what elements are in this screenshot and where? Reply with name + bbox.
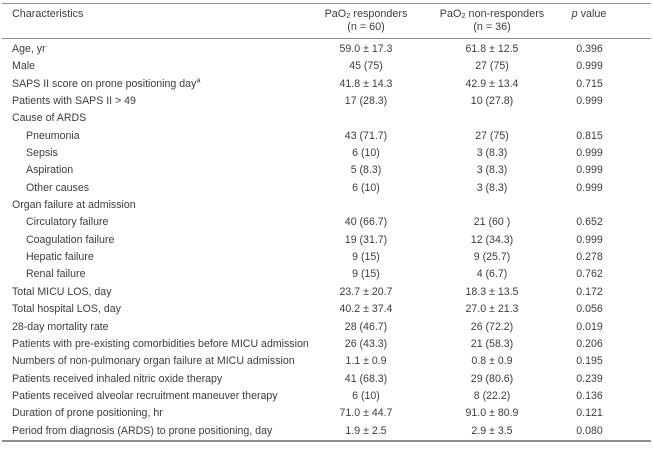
responders-label-base: PaO	[324, 8, 347, 20]
p-value: 0.815	[576, 129, 603, 142]
responders-label-subscript: 2	[346, 11, 351, 20]
responders-value: 9 (15)	[352, 251, 380, 264]
p-value: 0.206	[576, 337, 603, 350]
footnote-marker: a	[196, 75, 201, 85]
responders-value: 9 (15)	[352, 268, 380, 281]
col-header-non-responders	[427, 4, 557, 39]
responders-value: 40.2 ± 37.4	[339, 303, 393, 316]
p-value: 0.396	[576, 43, 603, 55]
p-value: 0.999	[576, 164, 603, 177]
non-responders-value: 27 (75)	[475, 60, 509, 73]
row-label: Patients with SAPS II > 49	[12, 95, 136, 108]
non-responders-value: 42.9 ± 13.4	[465, 77, 519, 90]
non-responders-value: 3 (8.3)	[476, 164, 508, 177]
table-row	[2, 214, 651, 231]
table-row	[2, 249, 651, 266]
row-label: Organ failure at admission	[12, 199, 136, 212]
responders-value	[305, 197, 427, 214]
p-value: 0.239	[576, 372, 603, 385]
responders-value: 1.9 ± 2.5	[345, 424, 387, 437]
non-responders-label-base: PaO	[439, 8, 462, 20]
p-value-italic-p: p	[571, 8, 578, 20]
table-row	[2, 128, 651, 145]
p-value: 0.056	[576, 303, 603, 316]
p-value: 0.121	[576, 407, 603, 420]
header-row	[2, 4, 651, 39]
characteristics-table	[2, 3, 651, 442]
row-label: Patients received alveolar recruitment maneuver therapy	[12, 389, 278, 402]
row-label: Pneumonia	[26, 129, 80, 142]
responders-value: 19 (31.7)	[344, 233, 388, 246]
p-value: 0.278	[576, 251, 603, 264]
p-value: 0.999	[576, 60, 603, 73]
non-responders-value: 21 (60 )	[473, 216, 511, 229]
responders-value	[305, 110, 427, 127]
table-row	[2, 162, 651, 179]
responders-value: 23.7 ± 20.7	[339, 285, 393, 298]
row-label: Numbers of non-pulmonary organ failure at MICU admission	[12, 355, 295, 368]
col-header-p-value	[557, 4, 651, 39]
non-responders-value: 29 (80.6)	[470, 372, 514, 385]
responders-value: 59.0 ± 17.3	[339, 43, 393, 55]
p-value: 0.080	[576, 424, 603, 437]
responders-value: 43 (71.7)	[344, 129, 388, 142]
table-row	[2, 180, 651, 197]
table-row	[2, 76, 651, 93]
row-label: Hepatic failure	[26, 251, 94, 264]
table-row	[2, 371, 651, 388]
non-responders-n-count: (n = 36)	[473, 21, 511, 33]
p-value: 0.999	[576, 233, 603, 246]
row-label: Total MICU LOS, day	[12, 285, 112, 298]
row-label: 28-day mortality rate	[12, 320, 109, 333]
non-responders-value	[427, 110, 557, 127]
row-label: Duration of prone positioning, hr	[12, 407, 163, 420]
p-value	[557, 197, 651, 214]
responders-value: 28 (46.7)	[344, 320, 388, 333]
table-row	[2, 39, 651, 59]
table-row	[2, 284, 651, 301]
table-row	[2, 266, 651, 283]
row-label: SAPS II score on prone positioning day$^a$	[12, 75, 201, 90]
responders-value: 6 (10)	[352, 181, 380, 194]
table-row	[2, 301, 651, 318]
non-responders-value: 10 (27.8)	[470, 95, 514, 108]
row-label: Male	[12, 60, 35, 73]
non-responders-value: 0.8 ± 0.9	[471, 355, 513, 368]
col-header-characteristics: Characteristics	[2, 4, 305, 39]
table-row	[2, 336, 651, 353]
row-label: Total hospital LOS, day	[12, 303, 121, 316]
p-value: 0.999	[576, 147, 603, 160]
p-value-label-rest: value	[577, 8, 607, 20]
table-row	[2, 405, 651, 422]
non-responders-value: 61.8 ± 12.5	[465, 43, 519, 55]
row-label: Renal failure	[26, 268, 86, 281]
table-row	[2, 319, 651, 336]
table-row	[2, 423, 651, 441]
p-value: 0.999	[576, 181, 603, 194]
non-responders-value: 4 (6.7)	[476, 268, 508, 281]
p-value	[557, 110, 651, 127]
non-responders-value: 18.3 ± 13.5	[465, 285, 519, 298]
non-responders-value	[427, 197, 557, 214]
p-value: 0.762	[576, 268, 603, 281]
non-responders-label-subscript: 2	[461, 11, 466, 20]
p-value: 0.715	[576, 77, 603, 90]
non-responders-value: 8 (22.2)	[473, 389, 511, 402]
p-value: 0.019	[576, 320, 603, 333]
table-row	[2, 388, 651, 405]
responders-value: 1.1 ± 0.9	[345, 355, 387, 368]
table-row	[2, 232, 651, 249]
responders-value: 40 (66.7)	[344, 216, 388, 229]
responders-value: 41 (68.3)	[344, 372, 388, 385]
table-row	[2, 353, 651, 370]
row-label: Other causes	[26, 181, 90, 194]
non-responders-value: 26 (72.2)	[470, 320, 514, 333]
table-header	[2, 4, 651, 39]
table-row	[2, 93, 651, 110]
row-label: Period from diagnosis (ARDS) to prone positioning, day	[12, 424, 273, 437]
table-row	[2, 145, 651, 162]
non-responders-value: 2.9 ± 3.5	[471, 424, 513, 437]
responders-n-count: (n = 60)	[347, 21, 385, 33]
p-value: 0.652	[576, 216, 603, 229]
row-label: Age, yr	[12, 43, 46, 55]
responders-value: 71.0 ± 44.7	[339, 407, 393, 420]
responders-label-rest: responders	[350, 8, 408, 20]
row-label: Cause of ARDS	[12, 112, 87, 125]
row-label: Aspiration	[26, 164, 74, 177]
table-body	[2, 39, 651, 441]
p-value: 0.195	[576, 355, 603, 368]
responders-value: 5 (8.3)	[350, 164, 382, 177]
section-row	[2, 197, 651, 214]
non-responders-value: 12 (34.3)	[470, 233, 514, 246]
non-responders-value: 9 (25.7)	[473, 251, 511, 264]
non-responders-value: 3 (8.3)	[476, 181, 508, 194]
p-value: 0.172	[576, 285, 603, 298]
row-label: Patients with pre-existing comorbidities before MICU admission	[12, 337, 309, 350]
p-value: 0.999	[576, 95, 603, 108]
table-row	[2, 58, 651, 75]
non-responders-value: 27.0 ± 21.3	[465, 303, 519, 316]
section-row	[2, 110, 651, 127]
row-label: Coagulation failure	[26, 233, 115, 246]
p-value: 0.136	[576, 389, 603, 402]
responders-value: 45 (75)	[349, 60, 383, 73]
responders-value: 17 (28.3)	[344, 95, 388, 108]
responders-value: 6 (10)	[352, 147, 380, 160]
non-responders-label-rest: non-responders	[465, 8, 545, 20]
col-header-responders	[305, 4, 427, 39]
non-responders-value: 21 (58.3)	[470, 337, 514, 350]
row-label: Sepsis	[26, 147, 58, 160]
non-responders-value: 3 (8.3)	[476, 147, 508, 160]
row-label: Circulatory failure	[26, 216, 109, 229]
non-responders-value: 27 (75)	[475, 129, 509, 142]
responders-value: 26 (43.3)	[344, 337, 388, 350]
responders-value: 6 (10)	[352, 389, 380, 402]
row-label: Patients received inhaled nitric oxide therapy	[12, 372, 223, 385]
non-responders-value: 91.0 ± 80.9	[465, 407, 519, 420]
responders-value: 41.8 ± 14.3	[339, 77, 393, 90]
